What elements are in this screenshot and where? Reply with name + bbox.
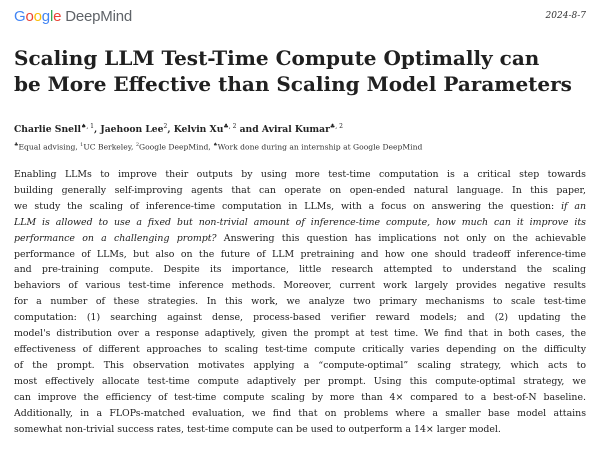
abstract-line — [14, 231, 586, 247]
page-header — [14, 8, 586, 28]
abstract-text: somewhat non-trivial success rates, test-time compute can be used to outperform a 14× larger model. — [14, 423, 501, 435]
abstract-text: effectiveness of different approaches to scaling test-time compute critically varies depending on the difficulty — [14, 343, 586, 355]
abstract-line — [14, 326, 586, 342]
abstract-line — [14, 278, 586, 294]
abstract-text: Answering this question has implications not only on the achievable — [216, 232, 586, 244]
abstract-text: most effectively allocate test-time compute adaptively per prompt. Using this compute-optimal strategy, we — [14, 375, 586, 387]
google-deepmind-logo: Google DeepMind — [14, 8, 133, 25]
abstract-line — [14, 262, 586, 278]
abstract-line — [14, 215, 586, 231]
abstract-line — [14, 294, 586, 310]
abstract-text: for a number of these strategies. In this work, we analyze two primary mechanisms to scale test-time — [14, 296, 586, 308]
affiliations: ♣Equal advising, $^1$UC Berkeley, $^2$Google DeepMind, ♠Work done during an internship at Google DeepMind — [14, 142, 423, 152]
abstract-text: Enabling LLMs to improve their outputs by using more test-time computation is a critical step towards — [14, 169, 586, 180]
title-line-1: Scaling LLM Test-Time Compute Optimally can — [14, 46, 540, 70]
paper-title — [14, 45, 589, 97]
abstract-line — [14, 183, 586, 199]
author-sup: ♣, 2 — [223, 123, 237, 130]
abstract-line — [14, 247, 586, 263]
abstract-text: performance of LLMs, but also on the future of LLM pretraining and how one should tradeoff inference-time — [14, 248, 586, 260]
author-name: Kelvin Xu — [173, 124, 224, 136]
abstract-text: computation: (1) searching against dense, process-based verifier reward models; and (2) updating the — [14, 312, 586, 324]
author-sup: 2 — [163, 123, 168, 130]
abstract-text: we study the scaling of inference-time computation in LLMs, with a focus on answering the question: — [14, 200, 562, 212]
abstract-line — [14, 358, 586, 374]
title-line-2: be More Effective than Scaling Model Parameters — [14, 72, 572, 96]
abstract-text: and pre-training compute. Despite its importance, little research attempted to understand the scaling — [14, 264, 586, 276]
abstract-text: can improve the efficiency of test-time compute scaling by more than 4× compared to a best-of-N baseline. — [14, 391, 586, 403]
abstract-line — [14, 167, 586, 183]
abstract-text: building generally self-improving agents that can operate on open-ended natural language. In this paper, — [14, 184, 586, 196]
abstract-line — [14, 422, 586, 438]
abstract — [14, 167, 586, 437]
logo-sub: DeepMind — [65, 8, 133, 25]
author-name: Jaehoon Lee — [100, 124, 164, 136]
abstract-line — [14, 310, 586, 326]
abstract-text: of the prompt. This observation motivates applying a “compute-optimal” scaling strategy, which acts to — [14, 359, 586, 371]
abstract-emphasis: LLM is allowed to use a fixed but non-trivial amount of inference-time compute, how much can it improve its — [14, 216, 586, 228]
author-name: Charlie Snell — [14, 124, 81, 136]
abstract-emphasis: if an — [561, 200, 586, 212]
paper-date: 2024-8-7 — [545, 11, 586, 21]
abstract-line — [14, 390, 586, 406]
abstract-line — [14, 406, 586, 422]
abstract-text: behaviors of various test-time inference methods. Moreover, current work largely provides negative results — [14, 280, 586, 292]
abstract-line — [14, 199, 586, 215]
author-sup: ♣, 2 — [329, 123, 343, 130]
abstract-text: Additionally, in a FLOPs-matched evaluation, we find that on problems where a smaller base model attains — [14, 407, 586, 419]
abstract-line — [14, 342, 586, 358]
abstract-line — [14, 374, 586, 390]
abstract-emphasis: performance on a challenging prompt? — [14, 232, 217, 244]
author-name: Aviral Kumar — [261, 124, 330, 136]
abstract-text: model's distribution over a response adaptively, given the prompt at test time. We find that in both cases, the — [14, 328, 586, 340]
author-sup: ♠, 1 — [80, 123, 94, 130]
author-list: Charlie Snell$^{♠, 1}$, Jaehoon Lee$^2$, Kelvin $Xu^{♣, 2}$ and Aviral Kumar$^{♣, 2}$ — [14, 123, 343, 136]
